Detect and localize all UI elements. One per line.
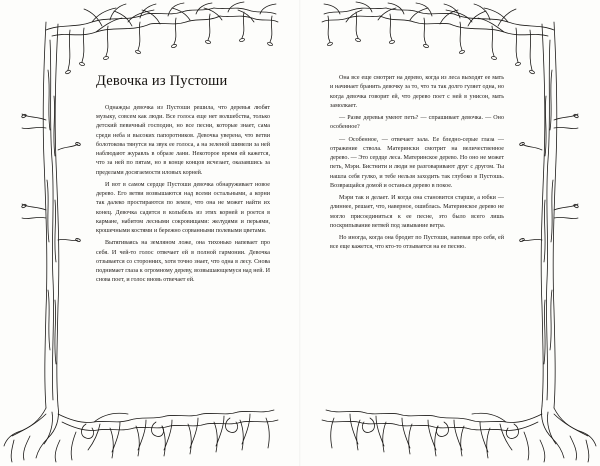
page-title: Девочка из Пустоши [96,73,228,89]
right-page [300,0,600,466]
paragraph: И вот в самом сердце Пустоши девочка обнаруживает новое дерево. Его ветви возвышаются над всеми остальными, а корни так далеко простираются по земле, что она не может найти их конец. Девочка садится в колыбель из этих корней и роется в кармане, набитом лесными сокровищами: желудями и перьями, крошечными костями и бережно сорванными полевыми цветами. [96,181,270,235]
right-text-column [330,74,504,256]
paragraph: Но иногда, когда она бродит по Пустоши, напевая про себя, ей все еще кажется, что кто-то отзывается на ее песню. [330,235,504,251]
book-gutter [299,0,301,466]
paragraph: Вытягиваясь на земляном ложе, она тихонько напевает про себя. И чей-то голос отвечает ей в полной гармонии. Девочка отзывается со сторонних, хотя точно знает, что одна в лесу. Снова поднимает глаза к огромному дереву, возвышающемуся над ней. И снова поет, и голос вновь отвечает ей. [96,240,270,284]
left-text-column [96,74,270,289]
paragraph-dialogue: — Разве деревья умеют петь? — спрашивает девочка. — Оно особенное? [330,115,504,131]
paragraph: Однажды девочка из Пустоши решила, что деревья любят музыку, совсем как люди. Все голоса еще нет волшебства, только детский певичный господин, но все песни, которые знает, сама среди неба и высоких папоротников. Девочка уверена, что ветви болотокова тянутся на звук ее голоса, а на зеленой шимели за ней наблюдают журавль в образе лани. Некоторое время ей кажется, что за ней по пятам, но в конце концов исчезает, оказавшись за пределами досягаемости иловых корней. [96,104,270,176]
paragraph: Мэри так и делает. И когда она становится старше, а юбки — длиннее, решает, что, наверное, ошиблась. Материнское дерево не могло присоединиться к ее песне, это было всего лишь поскрипывание ветвей под завывание ветра. [330,195,504,229]
paragraph: Она все еще смотрит на дерево, когда из леса выходят ее мать и начинает бранить девочку за то, что та так долго гуляет одна, но когда девочка говорит ей, что дерево поет с ней в унисон, мать замолкает. [330,75,504,109]
paragraph-dialogue: — Особенное, — отвечает зала. Ее бледно-серые глаза — отражение ствола. Матерински смотрит на величественное дерево. — Это сердце леса. Материнское дерево. Но оно не может петь, Мэри. Бистнити и люди не разговаривают друг с другом. Ты нашла себя гулко, и тебе нельзя заходить так глубоко в Пустошь. Возвращайся домой и останься дерево в покое. [330,136,504,189]
